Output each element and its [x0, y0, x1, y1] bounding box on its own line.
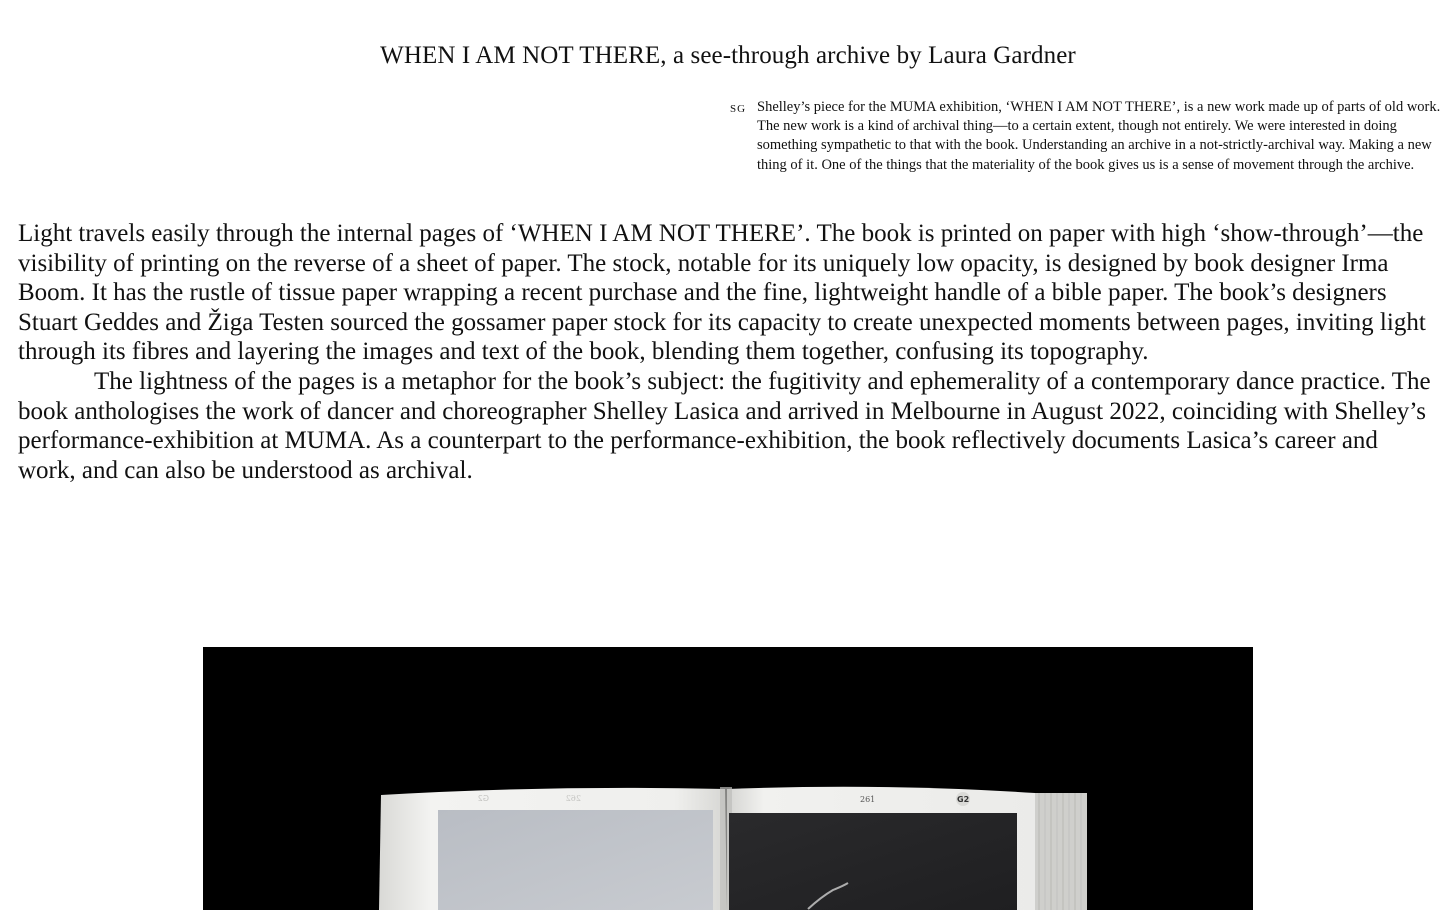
left-page-mark: G2: [477, 794, 489, 803]
right-page-section-mark: G2: [957, 795, 970, 804]
sidenote: [730, 98, 1442, 175]
left-page-image: [438, 810, 713, 910]
article-paragraph: The lightness of the pages is a metaphor for the book’s subject: the fugitivity and ephemerality of a contemporary dance practice. The book anthologises the work of dancer and choreographer Shelley Lasica and arrived in Melbourne in August 2022, coinciding with Shelley’s performance-exhibition at MUMA. As a counterpart to the performance-exhibition, the book reflectively documents Lasica’s career and work, and can also be understood as archival.: [18, 367, 1431, 484]
page-title: WHEN I AM NOT THERE, a see-through archive by Laura Gardner: [380, 42, 1076, 69]
right-page-image: [729, 813, 1017, 910]
article-paragraph: Light travels easily through the internal pages of ‘WHEN I AM NOT THERE’. The book is printed on paper with high ‘show-through’—the visibility of printing on the reverse of a sheet of paper. The stock, notable for its uniquely low opacity, is designed by book designer Irma Boom. It has the rustle of tissue paper wrapping a recent purchase and the fine, lightweight handle of a bible paper. The book’s designers Stuart Geddes and Žiga Testen sourced the gossamer paper stock for its capacity to create unexpected moments between pages, inviting light through its fibres and layering the images and text of the book, blending them together, confusing its topography.: [18, 220, 1426, 366]
book-photo: [203, 647, 1253, 910]
sidenote-initials: SG: [730, 103, 747, 115]
page-block-edge: [1033, 793, 1087, 910]
article-body: [18, 219, 1438, 485]
open-book-illustration: [203, 647, 1253, 910]
right-page-number: 261: [860, 795, 876, 804]
left-page-mark: 262: [565, 794, 581, 803]
sidenote-text: Shelley’s piece for the MUMA exhibition, ‘WHEN I AM NOT THERE’, is a new work made up of parts of old work. The new work is a kind of archival thing—to a certain extent, though not entirely. We were interested in doing something sympathetic to that with the book. Understanding an archive in a not-strictly-archival way. Making a new thing of it. One of the things that the materiality of the book gives us is a sense of movement through the archive.: [757, 99, 1441, 173]
